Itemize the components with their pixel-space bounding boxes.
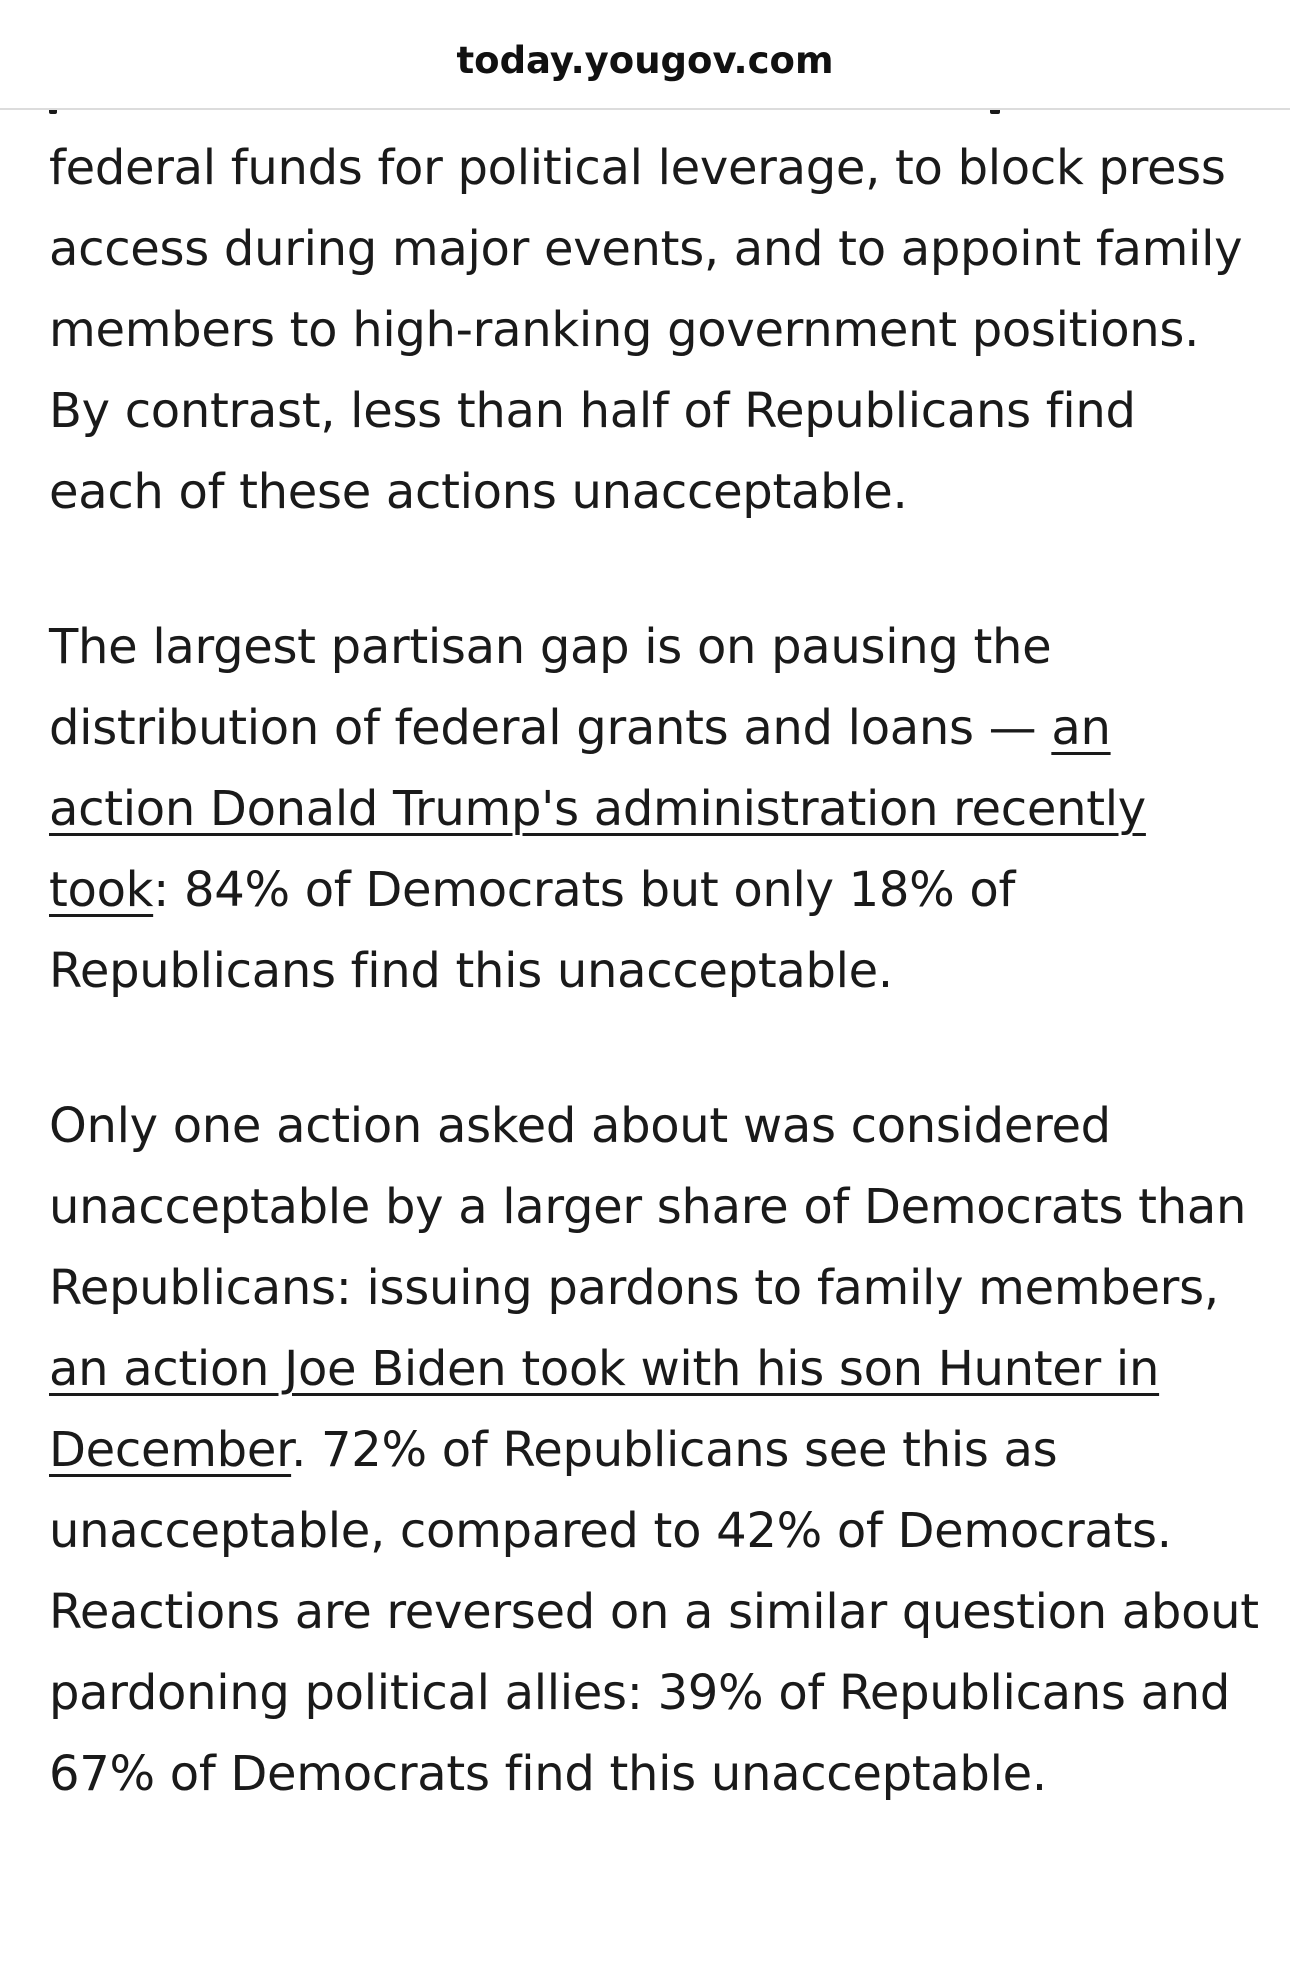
trump-administration-action-link[interactable]: an action Donald Trump's administration recently took — [49, 700, 1146, 918]
paragraph-3-text-after: . 72% of Republicans see this as unacceptable, compared to 42% of Democrats. Reactions are reversed on a similar question about pardoning political allies: 39% of Republicans and 67% of Democrats find this unacceptable. — [49, 1422, 1259, 1802]
paragraph-3-text-before: Only one action asked about was considered unacceptable by a larger share of Democrats than Republicans: issuing pardons to family members, — [49, 1098, 1247, 1316]
paragraph-2-text-after: : 84% of Democrats but only 18% of Republicans find this unacceptable. — [49, 862, 1016, 999]
article-paragraph-2 — [49, 607, 1264, 1012]
browser-url-bar[interactable] — [0, 0, 1290, 110]
article-body — [49, 128, 1264, 1815]
url-text[interactable]: today.yougov.com — [456, 39, 834, 82]
article-paragraph-3 — [49, 1086, 1264, 1815]
article-paragraph-1 — [49, 128, 1264, 533]
paragraph-2-text-before: The largest partisan gap is on pausing the distribution of federal grants and loans — — [49, 619, 1052, 756]
paragraph-1-text: federal funds for political leverage, to block press access during major events, and to appoint family members to high-ranking government positions. By contrast, less than half of Republicans find each of these actions unacceptable. — [49, 140, 1243, 520]
biden-pardon-link[interactable]: an action Joe Biden took with his son Hunter in December — [49, 1341, 1160, 1478]
